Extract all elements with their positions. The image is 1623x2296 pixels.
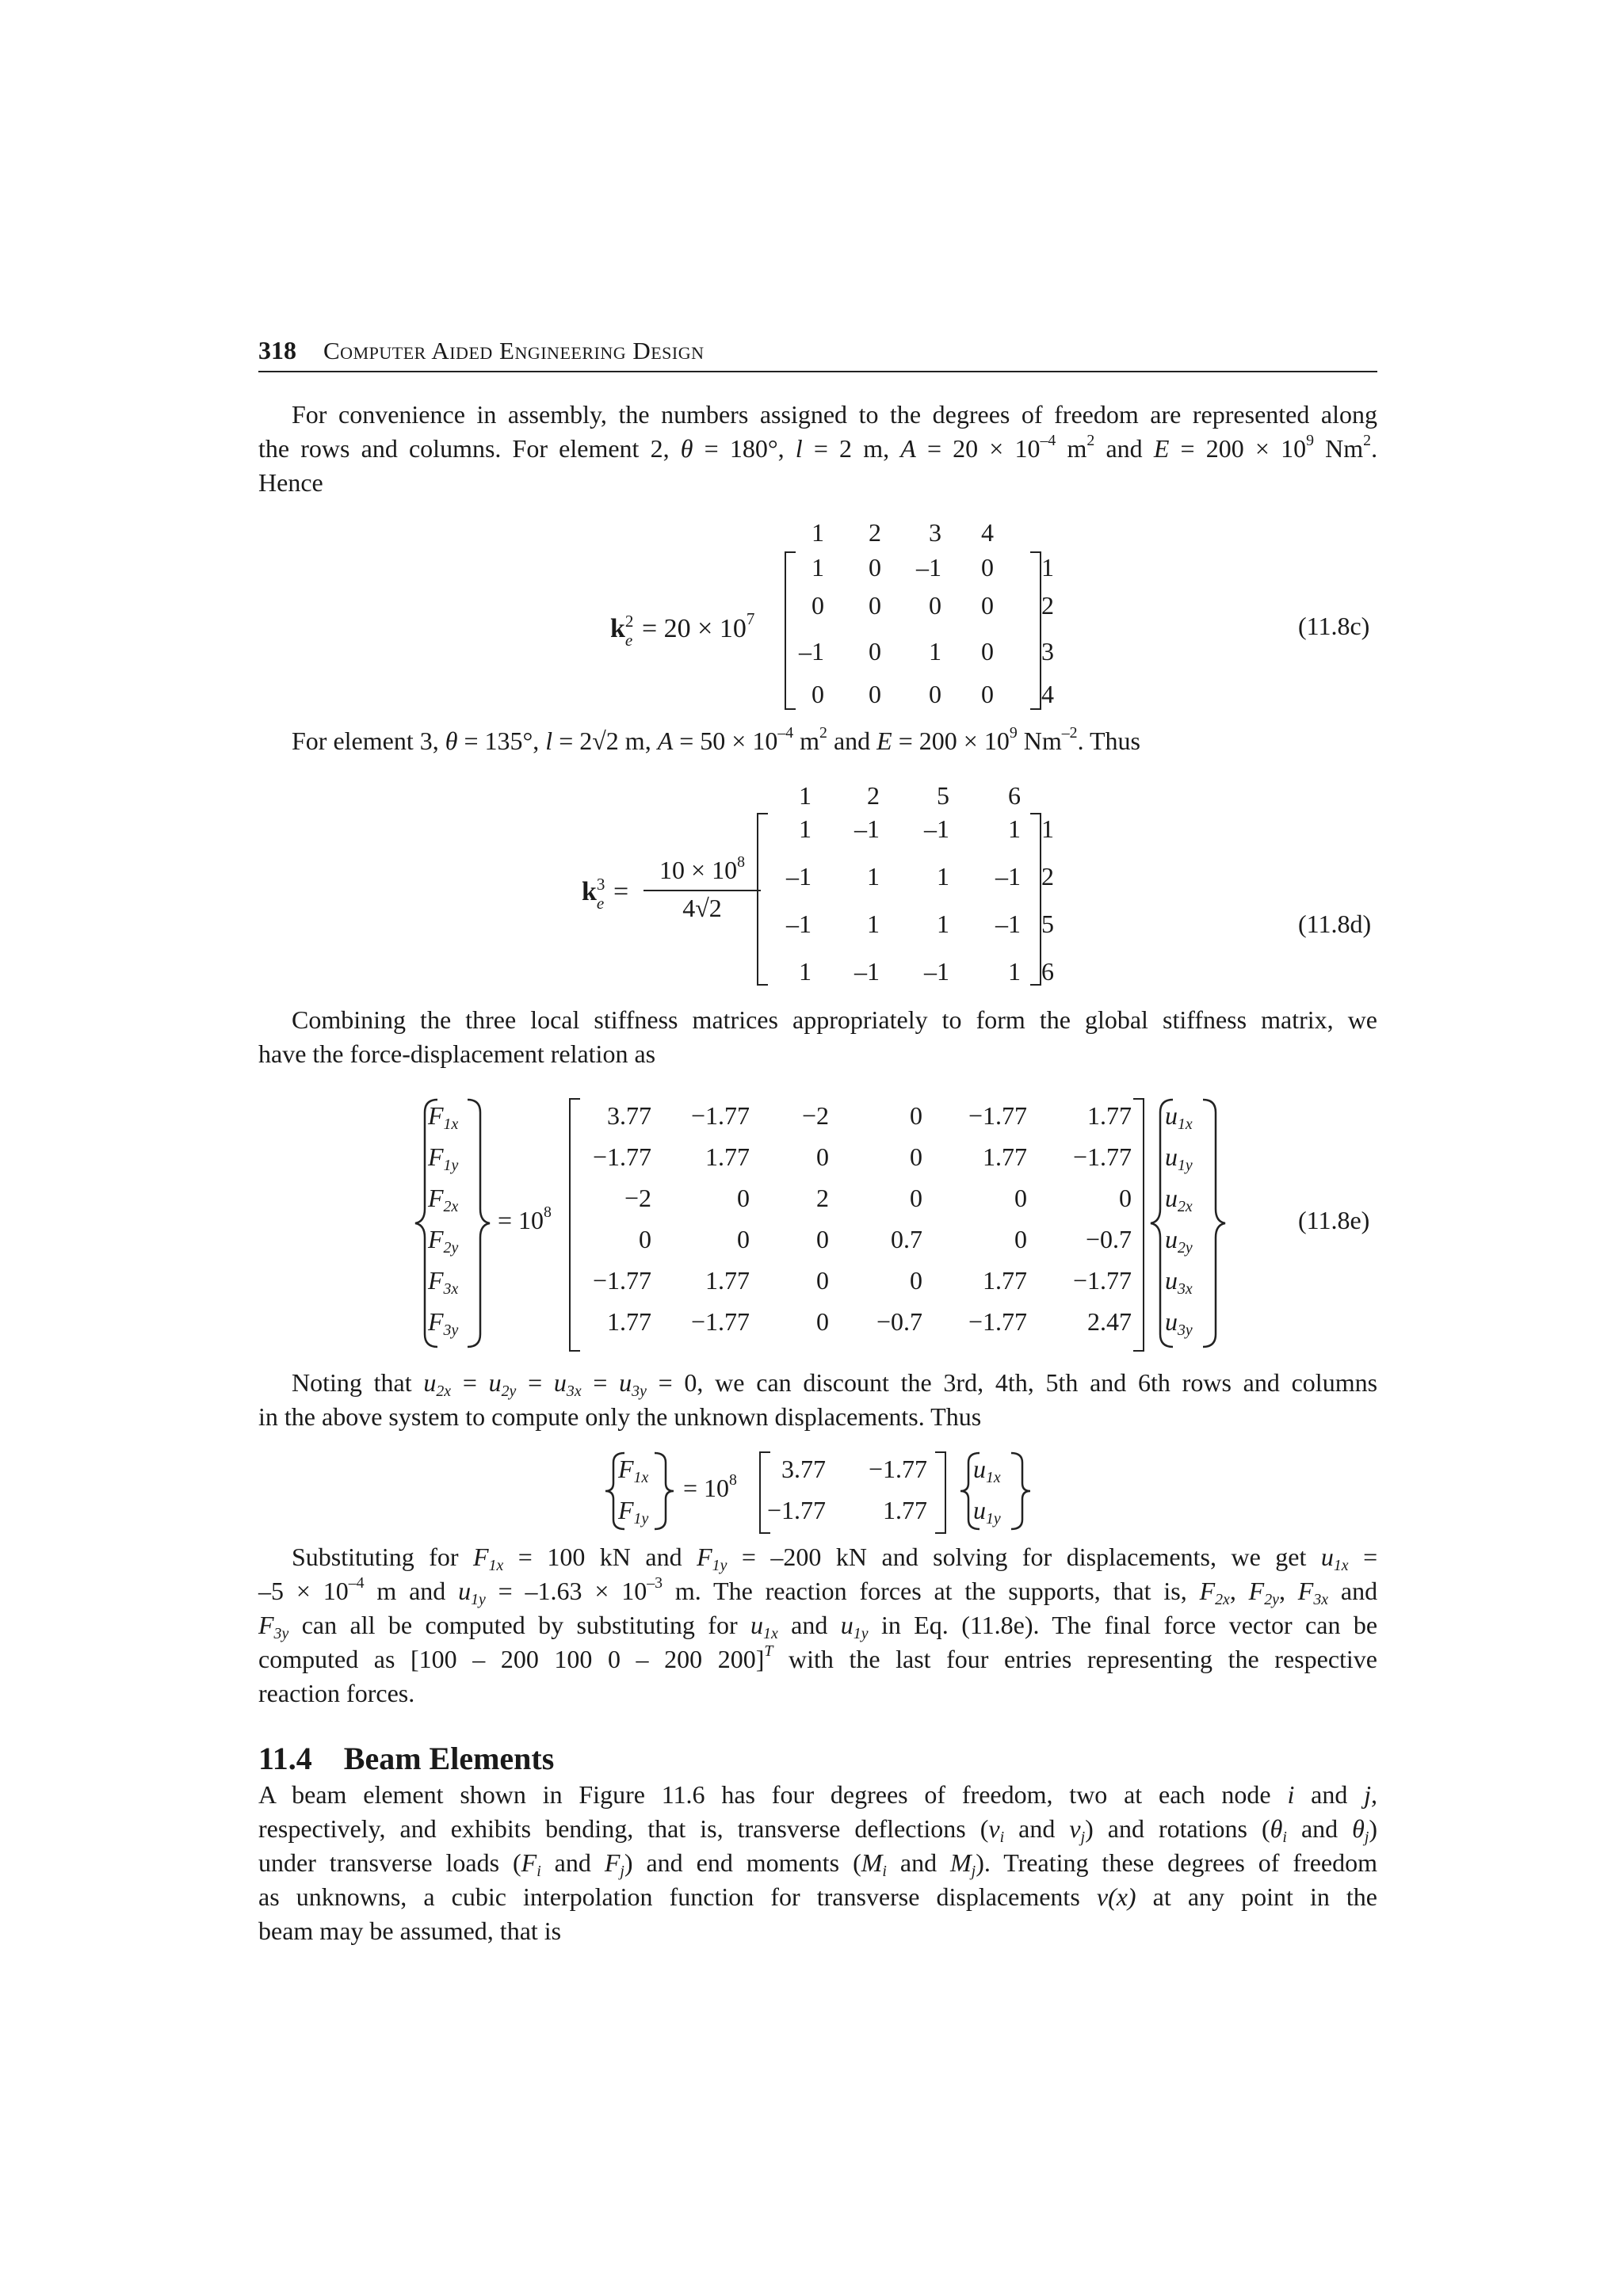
matrix-entry: 1.77 — [705, 1266, 750, 1295]
matrix-entry: −1.77 — [968, 1307, 1027, 1336]
matrix-entry: 0 — [910, 1184, 922, 1212]
matrix-entry: 0 — [910, 1142, 922, 1171]
matrix-entry: −1.77 — [766, 1496, 826, 1524]
paragraph-substituting — [258, 1540, 1377, 1711]
text-line: $F_{3y}$ can all be computed by substituting for $u_{1x}$ and $u_{1y}$ in Eq. (11.8e). The final force vector can be — [258, 1611, 1378, 1642]
equation-number: (11.8c) — [1298, 612, 1370, 640]
displacement-entry: $u_{1y}$ — [973, 1496, 1001, 1527]
force-entry: $F_{3y}$ — [428, 1307, 459, 1339]
column-label: 2 — [869, 518, 881, 547]
matrix-entry: 0 — [816, 1266, 829, 1295]
running-title: Computer Aided Engineering Design — [323, 337, 705, 364]
row-label: 2 — [1041, 862, 1054, 891]
column-label: 5 — [937, 781, 949, 810]
matrix-entry: 0 — [639, 1225, 651, 1253]
force-entry: $F_{1x}$ — [428, 1101, 459, 1133]
matrix-entry: 1.77 — [607, 1307, 651, 1336]
text-line: respectively, and exhibits bending, that is, transverse deflections ($v_i$ and $v_j$) and rotations ($\theta_i$ and $\theta_j$) — [258, 1814, 1378, 1846]
matrix-entry: 0 — [910, 1101, 922, 1130]
text-line: have the force-displacement relation as — [258, 1039, 656, 1068]
column-label: 3 — [929, 518, 941, 547]
force-entry: $F_{2y}$ — [428, 1225, 459, 1257]
matrix-entry: 3.77 — [781, 1455, 826, 1483]
matrix-entry: 0 — [869, 680, 881, 708]
matrix-entry: 0 — [816, 1307, 829, 1336]
text-line: the rows and columns. For element 2, θ = 180°, l = 2 m, $A = 20 \times 10^{-4}$ $m^2$ and $E = 200 \times 10^9$ Nm$^2$. — [258, 432, 1378, 463]
matrix-entry: –1 — [924, 957, 949, 986]
force-entry: $F_{3x}$ — [428, 1266, 459, 1298]
matrix-entry: −0.7 — [876, 1307, 922, 1336]
matrix-entry: −1.77 — [592, 1142, 651, 1171]
matrix-entry: 0 — [1014, 1225, 1027, 1253]
section-title: Beam Elements — [343, 1741, 555, 1776]
equation-number: (11.8e) — [1298, 1206, 1370, 1234]
matrix-entry: 0 — [929, 591, 941, 620]
reduced-disp-right-brace — [1005, 1451, 1032, 1531]
matrix-entry: 0 — [981, 680, 994, 708]
column-label: 1 — [812, 518, 824, 547]
matrix-entry: 0 — [737, 1184, 750, 1212]
matrix-entry: 1 — [937, 862, 949, 891]
matrix-entry: 0 — [910, 1266, 922, 1295]
matrix-entry: 0 — [812, 680, 824, 708]
matrix-entry: 0 — [981, 591, 994, 620]
matrix-entry: −1.77 — [868, 1455, 927, 1483]
matrix-entry: –1 — [995, 910, 1021, 938]
matrix-entry: 1 — [799, 957, 812, 986]
matrix-entry: –1 — [799, 637, 824, 666]
reduced-scale-factor: = $10^8$ — [683, 1471, 737, 1502]
page-number: 318 — [258, 336, 296, 364]
text-line: computed as [100 – 200 100 0 – 200 200]$^T$ with the last four entries representing the respective — [258, 1642, 1377, 1673]
text-line: under transverse loads ($F_i$ and $F_j$) and end moments ($M_i$ and $M_j$). Treating these degrees of freedom — [258, 1848, 1378, 1880]
row-label: 1 — [1041, 553, 1054, 582]
scale-factor: = $10^8$ — [498, 1203, 552, 1234]
matrix-entry: 0 — [869, 553, 881, 582]
fraction-numerator: $10 \times 10^8$ — [659, 853, 745, 884]
matrix-entry: 1.77 — [705, 1142, 750, 1171]
displacement-entry: $u_{3x}$ — [1165, 1266, 1193, 1298]
matrix-entry: 0.7 — [891, 1225, 922, 1253]
matrix-entry: –1 — [786, 862, 812, 891]
force-entry: $F_{1x}$ — [618, 1455, 649, 1486]
text-line: A beam element shown in Figure 11.6 has four degrees of freedom, two at each node i and j, — [258, 1780, 1378, 1809]
displacement-entry: $u_{1x}$ — [1165, 1101, 1193, 1133]
text-line: Combining the three local stiffness matrices appropriately to form the global stiffness matrix, we — [292, 1005, 1377, 1034]
matrix-entry: −2 — [624, 1184, 651, 1212]
matrix-entry: −1.77 — [690, 1101, 750, 1130]
matrix-entry: 0 — [869, 591, 881, 620]
matrix-entry: 1 — [867, 910, 880, 938]
displacement-entry: $u_{1y}$ — [1165, 1142, 1193, 1174]
matrix-entry: 2 — [816, 1184, 829, 1212]
force-entry: $F_{1y}$ — [428, 1142, 459, 1174]
fraction-denominator: 4√2 — [682, 894, 722, 922]
matrix-entry: 1 — [812, 553, 824, 582]
k2-lhs: k 2 e = $20 \times 10^7$ — [610, 609, 755, 650]
matrix-entry: −1.77 — [1072, 1142, 1132, 1171]
displacement-entry: $u_{3y}$ — [1165, 1307, 1193, 1339]
row-label: 3 — [1041, 637, 1054, 666]
matrix-entry: 0 — [981, 637, 994, 666]
matrix-entry: 0 — [869, 637, 881, 666]
matrix-entry: –1 — [786, 910, 812, 938]
paragraph-beam — [258, 1778, 1377, 1948]
matrix-entry: 1 — [1008, 957, 1021, 986]
matrix-entry: 1 — [867, 862, 880, 891]
row-label: 5 — [1041, 910, 1054, 938]
matrix-entry: 1 — [799, 814, 812, 843]
column-label: 4 — [981, 518, 994, 547]
text-line: Substituting for $F_{1x} = 100$ kN and $F_{1y} = -200$ kN and solving for displacements, we get $u_{1x}$ = — [292, 1543, 1378, 1574]
matrix-entry: 0 — [816, 1225, 829, 1253]
matrix-entry: –1 — [916, 553, 941, 582]
text-line: Hence — [258, 468, 323, 497]
matrix-entry: 0 — [1119, 1184, 1132, 1212]
matrix-entry: 1.77 — [883, 1496, 927, 1524]
matrix-entry: –1 — [924, 814, 949, 843]
force-entry: $F_{1y}$ — [618, 1496, 649, 1527]
matrix-entry: 0 — [929, 680, 941, 708]
text-line: as unknowns, a cubic interpolation function for transverse displacements v(x) at any point in the — [258, 1882, 1378, 1911]
matrix-entry: –1 — [854, 957, 880, 986]
displacement-entry: $u_{2x}$ — [1165, 1184, 1193, 1215]
matrix-entry: 1 — [937, 910, 949, 938]
column-label: 6 — [1008, 781, 1021, 810]
matrix-entry: 0 — [812, 591, 824, 620]
reduced-matrix-right-bracket — [935, 1451, 946, 1534]
text-line: For element 3, θ = 135°, l = 2√2 m, $A = 50 \times 10^{-4}$ $m^2$ and $E = 200 \times 10^9$ $Nm^{-2}$. Thus — [292, 724, 1140, 755]
matrix-entry: 0 — [1014, 1184, 1027, 1212]
matrix-entry: −2 — [801, 1101, 829, 1130]
matrix-entry: −1.77 — [690, 1307, 750, 1336]
section-number: 11.4 — [258, 1741, 312, 1776]
matrix-entry: 2.47 — [1087, 1307, 1132, 1336]
matrix-entry: 0 — [737, 1225, 750, 1253]
matrix-entry: −0.7 — [1085, 1225, 1132, 1253]
matrix-entry: 3.77 — [607, 1101, 651, 1130]
k3-lhs: k 3 e = — [582, 875, 629, 913]
displacement-entry: $u_{1x}$ — [973, 1455, 1001, 1486]
reduced-force-right-brace — [648, 1451, 675, 1531]
row-label: 6 — [1041, 957, 1054, 986]
column-label: 1 — [799, 781, 812, 810]
column-label: 2 — [867, 781, 880, 810]
row-label: 4 — [1041, 680, 1054, 708]
matrix-entry: −1.77 — [968, 1101, 1027, 1130]
matrix-entry: −1.77 — [1072, 1266, 1132, 1295]
matrix-entry: −1.77 — [592, 1266, 651, 1295]
row-label: 2 — [1041, 591, 1054, 620]
row-label: 1 — [1041, 814, 1054, 843]
text-line: For convenience in assembly, the numbers assigned to the degrees of freedom are represented along — [292, 400, 1377, 429]
matrix-entry: 1 — [1008, 814, 1021, 843]
section-heading — [258, 1740, 586, 1777]
displacement-entry: $u_{2y}$ — [1165, 1225, 1193, 1257]
text-line: in the above system to compute only the unknown displacements. Thus — [258, 1402, 982, 1431]
text-line: $-5 \times 10^{-4}$ m and $u_{1y} = -1.63 \times 10^{-3}$ m. The reaction forces at the supports, that is, $F_{2x}$, $F_{2y}$, $F_{3x}$ and — [258, 1574, 1378, 1608]
force-entry: $F_{2x}$ — [428, 1184, 459, 1215]
matrix-entry: 0 — [981, 553, 994, 582]
matrix-entry: –1 — [854, 814, 880, 843]
matrix-entry: 1.77 — [983, 1266, 1027, 1295]
matrix-entry: 1.77 — [1087, 1101, 1132, 1130]
matrix-entry: 1.77 — [983, 1142, 1027, 1171]
matrix-entry: –1 — [995, 862, 1021, 891]
text-line: reaction forces. — [258, 1679, 415, 1707]
matrix-entry: 0 — [816, 1142, 829, 1171]
matrix-entry: 1 — [929, 637, 941, 666]
text-line: beam may be assumed, that is — [258, 1917, 562, 1945]
text-line: Noting that $u_{2x} = u_{2y} = u_{3x} = u_{3y} = 0$, we can discount the 3rd, 4th, 5th and 6th rows and columns — [292, 1368, 1378, 1400]
equation-number: (11.8d) — [1298, 910, 1372, 938]
